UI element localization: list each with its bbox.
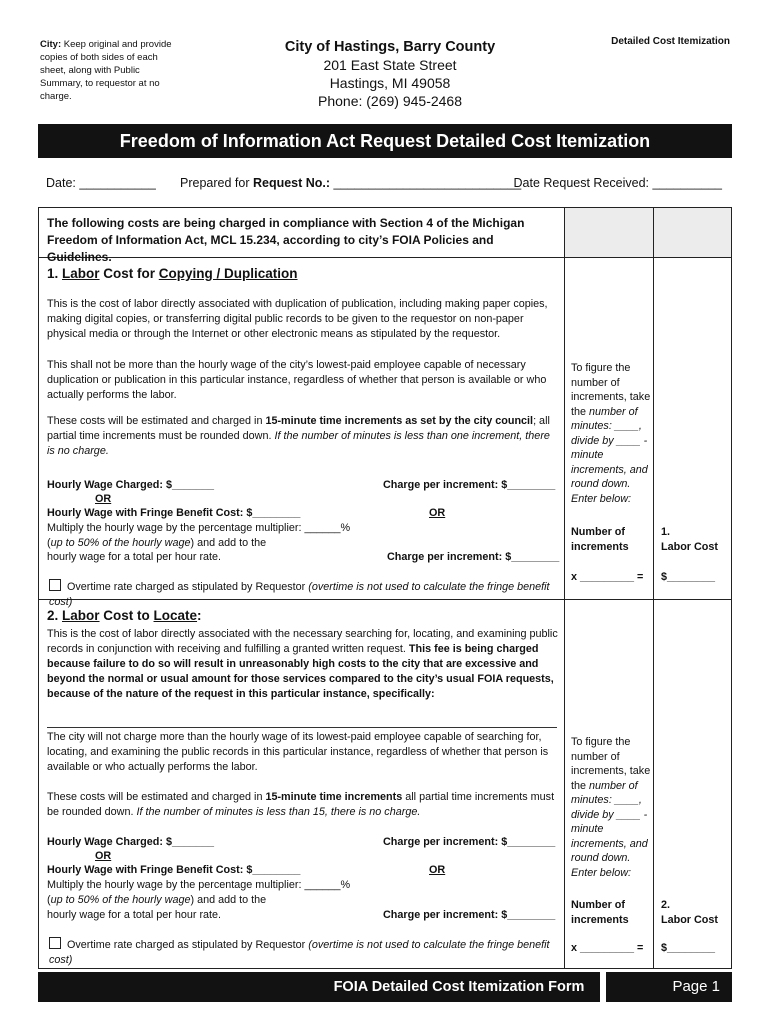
s1-or-2: OR [429, 507, 446, 519]
s2-p1-a: This is the cost of labor directly associated with the necessary searching for, locating, and examining public records in conjunction with receiving and fulfilling a granted written request. [47, 628, 558, 655]
s1-or-1: OR [95, 493, 112, 505]
s1-labor-cost-number: 1. [661, 526, 671, 538]
s1-side-d: Enter below: [571, 492, 632, 505]
header-shade-right [654, 208, 731, 257]
city-instructions-note [40, 38, 180, 103]
s1-labor-cost-input[interactable]: $________ [661, 571, 716, 583]
phone-line: Phone: (269) 945-2468 [318, 93, 462, 109]
date-field[interactable]: Date: ___________ [46, 176, 156, 190]
section-2-title-locate: Locate [153, 608, 198, 623]
s1-overtime-a: Overtime rate charged as stipulated by Requestor [67, 581, 309, 593]
s2-p3-d: If the number of minutes is less than 15, there is no charge. [136, 806, 421, 818]
s1-p3-b: 15-minute time increments as set by the city council [265, 415, 534, 427]
section-1-title-copying: Copying / Duplication [158, 266, 298, 281]
section-1-number: 1. [47, 266, 63, 281]
note-label: City: [40, 39, 62, 50]
s1-overtime-b: (overtime is not used to calculate the fringe benefit cost) [49, 581, 550, 608]
section-2-paragraph-2: The city will not charge more than the hourly wage of its lowest-paid employee capable of searching for, locating, and examining the public records in this particular instance, regardless of whether that person is available or who actually performs the labor. [47, 731, 549, 773]
s1-overtime-row [49, 579, 569, 610]
s2-specifically-line[interactable] [47, 727, 557, 728]
section-1-paragraph-3 [47, 414, 559, 459]
date-received-field[interactable]: Date Request Received: __________ [513, 176, 722, 190]
section-2-title [47, 608, 557, 623]
s1-mult-c: ) and add to the [190, 537, 267, 549]
s2-or-2: OR [429, 864, 446, 876]
s1-side-a: To figure the number of increments, take the [571, 362, 651, 418]
s1-number-of-increments-label: Number of increments [571, 526, 629, 553]
footer-page-number: Page 1 [606, 972, 732, 1002]
s1-p3-a: These costs will be estimated and charged in [47, 415, 266, 427]
s1-hourly-wage-field[interactable]: Hourly Wage Charged: $_______ [47, 479, 215, 491]
s2-increments-input[interactable]: x _________ = [571, 942, 644, 954]
s1-p3-d: If the number of minutes is less than one increment, there is no charge. [47, 430, 550, 457]
address-line-2: Hastings, MI 49058 [329, 75, 451, 91]
s2-total-rate-note: hourly wage for a total per hour rate. [47, 909, 222, 921]
s2-side-d: Enter below: [571, 866, 632, 879]
s2-mult-c: ) and add to the [190, 894, 267, 906]
corner-label: Detailed Cost Itemization [611, 36, 730, 47]
section-2-title-mid: Cost to [99, 608, 154, 623]
s2-side-b: number of minutes [571, 779, 638, 806]
s2-number-of-increments-label: Number of increments [571, 899, 629, 926]
city-address-block [240, 38, 540, 110]
city-title: City of Hastings, Barry County [284, 39, 496, 55]
s1-total-rate-note: hourly wage for a total per hour rate. [47, 551, 222, 563]
request-number-field[interactable] [180, 176, 521, 190]
s1-charge-per-increment-1[interactable]: Charge per increment: $________ [383, 479, 556, 491]
section-2-paragraph-3 [47, 790, 559, 820]
prepared-prefix: Prepared for [180, 176, 253, 190]
s2-overtime-checkbox[interactable] [49, 937, 61, 949]
s1-fringe-wage-field[interactable]: Hourly Wage with Fringe Benefit Cost: $________ [47, 507, 301, 519]
s2-p3-c: all partial time increments must be rounded down. [47, 791, 555, 818]
s2-overtime-a: Overtime rate charged as stipulated by Requestor [67, 939, 309, 951]
form-title-banner: Freedom of Information Act Request Detailed Cost Itemization [38, 124, 732, 158]
s1-labor-cost-label: Labor Cost [661, 541, 718, 553]
column-divider-2 [653, 208, 654, 968]
section-2-title-labor: Labor [62, 608, 100, 623]
section-2-title-colon: : [197, 608, 202, 623]
s2-side-a: To figure the number of increments, take the [571, 736, 651, 792]
section-1-title-mid: Cost for [99, 266, 159, 281]
s2-overtime-row [49, 937, 569, 968]
section-1-title-labor: Labor [62, 266, 100, 281]
s2-increment-instructions [571, 735, 653, 880]
s2-hourly-wage-field[interactable]: Hourly Wage Charged: $_______ [47, 836, 215, 848]
s1-mult-b: up to 50% of the hourly wage [50, 537, 191, 549]
s1-increment-instructions [571, 361, 653, 506]
s2-overtime-b: (overtime is not used to calculate the fringe benefit cost) [49, 939, 550, 966]
s2-mult-a: ( [47, 894, 51, 906]
s2-charge-per-increment-1[interactable]: Charge per increment: $________ [383, 836, 556, 848]
compliance-intro: The following costs are being charged in compliance with Section 4 of the Michigan Freedom of Information Act, MCL 15.234, according to city’s FOIA Policies and Guidelines. [47, 216, 525, 264]
s1-mult-a: ( [47, 537, 51, 549]
s2-fringe-wage-field[interactable]: Hourly Wage with Fringe Benefit Cost: $________ [47, 864, 301, 876]
section-2-number: 2. [47, 608, 63, 623]
footer-form-name: FOIA Detailed Cost Itemization Form [318, 972, 600, 1002]
footer-bar [38, 972, 318, 1002]
s2-p1-b: This fee is being charged because failure to do so will result in unreasonably high costs to the city that are excessive and beyond the normal or usual amount for those services compared to the city’s usual FOIA requests, because of the nature of the request in this particular instance, specifically: [47, 643, 554, 700]
request-no-line: ___________________________ [330, 176, 522, 190]
section-1-title [47, 266, 557, 281]
s1-multiplier-field[interactable]: Multiply the hourly wage by the percentage multiplier: ______% [47, 522, 351, 534]
s2-mult-b: up to 50% of the hourly wage [50, 894, 191, 906]
s2-labor-cost-input[interactable]: $________ [661, 942, 716, 954]
s2-labor-cost-number: 2. [661, 899, 671, 911]
s2-labor-cost-label: Labor Cost [661, 914, 718, 926]
section-2-paragraph-1 [47, 627, 559, 702]
s2-side-c: : ____, divide by ____ -minute increments, and round down. [571, 794, 648, 864]
request-no-label: Request No.: [252, 176, 331, 190]
s1-side-c: : ____, divide by ____ -minute increments, and round down. [571, 420, 648, 490]
s2-charge-per-increment-2[interactable]: Charge per increment: $________ [383, 909, 556, 921]
s2-p3-a: These costs will be estimated and charged in [47, 791, 266, 803]
address-line-1: 201 East State Street [323, 57, 457, 73]
section-1-paragraph-1: This is the cost of labor directly associated with duplication of publication, including making paper copies, making digital copies, or transferring digital public records to be given to the requestor on non-paper physical media or through the Internet or other electronic means as stipulated by the requestor. [47, 298, 548, 340]
section-1-paragraph-2: This shall not be more than the hourly wage of the city’s lowest-paid employee capable of necessary duplication or publication in this particular instance, regardless of whether that person is available or who actually performs the labor. [47, 359, 547, 401]
header-shade-left [565, 208, 653, 257]
s2-p3-b: 15-minute time increments [265, 791, 403, 803]
s1-overtime-checkbox[interactable] [49, 579, 61, 591]
s1-side-b: number of minutes [571, 405, 638, 432]
cost-itemization-table [38, 207, 732, 969]
s2-multiplier-note [47, 893, 266, 908]
note-text: Keep original and provide copies of both sides of each sheet, along with Public Summary, to requestor at no charge. [40, 39, 172, 102]
s1-charge-per-increment-2[interactable]: Charge per increment: $________ [387, 551, 560, 563]
s1-increments-input[interactable]: x _________ = [571, 571, 644, 583]
s2-multiplier-field[interactable]: Multiply the hourly wage by the percentage multiplier: ______% [47, 879, 351, 891]
s1-multiplier-note [47, 536, 266, 551]
s1-p3-c: ; all partial time increments must be rounded down. [47, 415, 550, 442]
s2-or-1: OR [95, 850, 112, 862]
